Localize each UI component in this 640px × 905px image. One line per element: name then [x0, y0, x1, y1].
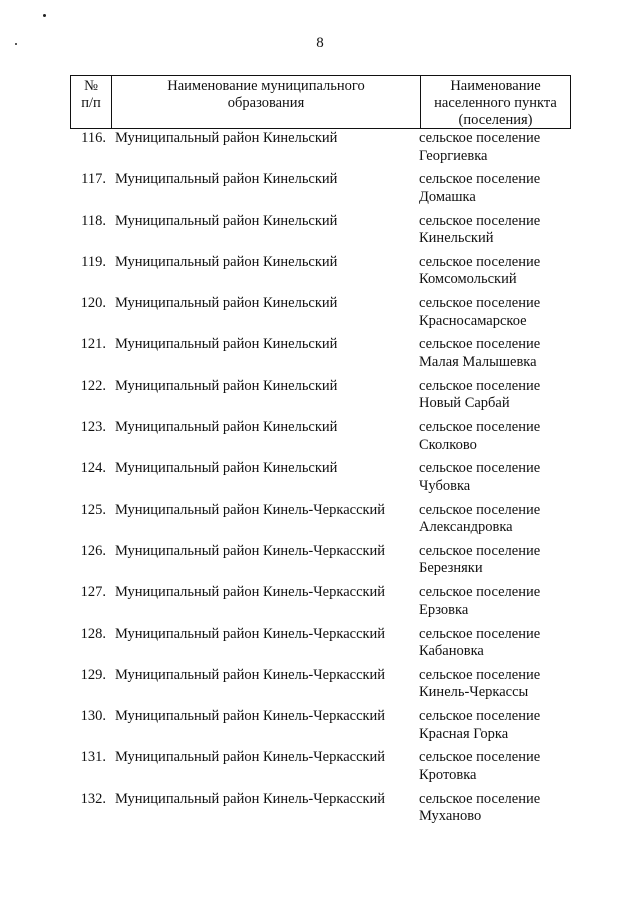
row-settlement-name: Кинельский: [419, 230, 494, 247]
row-municipality: Муниципальный район Кинельский: [115, 253, 338, 270]
row-number: 126.: [80, 542, 106, 559]
row-settlement-type: сельское поселение: [419, 253, 541, 270]
row-municipality: Муниципальный район Кинель-Черкасский: [115, 501, 386, 518]
row-number: 119.: [81, 253, 106, 270]
row-municipality: Муниципальный район Кинельский: [115, 295, 338, 312]
row-settlement-name: Комсомольский: [419, 271, 517, 288]
table-row: [0, 460, 640, 501]
row-municipality: Муниципальный район Кинельский: [115, 130, 338, 146]
table-row: [0, 130, 640, 171]
table-row: [0, 254, 640, 295]
row-municipality: Муниципальный район Кинельский: [115, 419, 338, 436]
row-settlement: [419, 667, 579, 702]
row-municipality: Муниципальный район Кинельский: [115, 377, 338, 394]
row-settlement-name: Сколково: [419, 436, 477, 453]
row-settlement-type: сельское поселение: [419, 749, 541, 766]
row-settlement-type: сельское поселение: [419, 584, 541, 601]
row-settlement-type: сельское поселение: [419, 708, 541, 725]
row-number: 118.: [81, 212, 106, 229]
table-row: [0, 295, 640, 336]
row-settlement-name: Кинель-Черкассы: [419, 684, 529, 701]
row-settlement: [419, 419, 579, 454]
row-number: 120.: [80, 295, 106, 312]
row-settlement-type: сельское поселение: [419, 542, 541, 559]
row-settlement-name: Георгиевка: [419, 147, 488, 164]
row-settlement-type: сельское поселение: [419, 790, 541, 807]
row-number: 117.: [81, 171, 106, 188]
row-settlement: [419, 336, 579, 371]
row-settlement-name: Красная Горка: [419, 725, 509, 742]
row-settlement-type: сельское поселение: [419, 212, 541, 229]
row-settlement-name: Кабановка: [419, 643, 484, 660]
row-settlement-type: сельское поселение: [419, 419, 541, 436]
row-settlement-type: сельское поселение: [419, 625, 541, 642]
scan-speck: [43, 14, 46, 17]
row-settlement-type: сельское поселение: [419, 460, 541, 477]
header-number-column: [71, 76, 112, 128]
row-number: 116.: [81, 130, 106, 146]
row-settlement: [419, 213, 579, 248]
row-settlement-type: сельское поселение: [419, 336, 541, 353]
row-municipality: Муниципальный район Кинель-Черкасский: [115, 584, 386, 601]
row-number: 130.: [80, 708, 106, 725]
table-row: [0, 749, 640, 790]
row-settlement-type: сельское поселение: [419, 501, 541, 518]
row-municipality: Муниципальный район Кинель-Черкасский: [115, 666, 386, 683]
header-municipality-label: Наименование муниципального образования: [167, 78, 365, 111]
row-municipality: Муниципальный район Кинель-Черкасский: [115, 625, 386, 642]
row-settlement: [419, 378, 579, 413]
row-settlement-type: сельское поселение: [419, 295, 541, 312]
row-number: 132.: [80, 790, 106, 807]
header-settlement-column: [421, 76, 570, 128]
row-settlement-name: Домашка: [419, 188, 476, 205]
row-settlement: [419, 791, 579, 826]
table-row: [0, 708, 640, 749]
row-number: 123.: [80, 419, 106, 436]
header-number-label: № п/п: [81, 78, 101, 111]
table-row: [0, 378, 640, 419]
table-row: [0, 336, 640, 377]
row-municipality: Муниципальный район Кинельский: [115, 336, 338, 353]
table-row: [0, 419, 640, 460]
table-body: [0, 130, 640, 832]
table-row: [0, 791, 640, 832]
row-settlement-name: Березняки: [419, 560, 483, 577]
row-number: 129.: [80, 666, 106, 683]
table-row: [0, 667, 640, 708]
row-settlement-type: сельское поселение: [419, 171, 541, 188]
table-row: [0, 213, 640, 254]
row-settlement-name: Кротовка: [419, 766, 477, 783]
row-settlement: [419, 502, 579, 537]
row-settlement: [419, 171, 579, 206]
row-settlement: [419, 543, 579, 578]
row-number: 124.: [80, 460, 106, 477]
row-settlement: [419, 584, 579, 619]
row-number: 131.: [80, 749, 106, 766]
row-municipality: Муниципальный район Кинель-Черкасский: [115, 708, 386, 725]
table-row: [0, 543, 640, 584]
row-settlement-name: Александровка: [419, 519, 513, 536]
row-settlement: [419, 130, 579, 165]
row-settlement: [419, 254, 579, 289]
row-municipality: Муниципальный район Кинельский: [115, 460, 338, 477]
row-settlement: [419, 749, 579, 784]
header-settlement-label: Наименование населенного пункта (поселения): [434, 78, 557, 128]
header-municipality-column: [112, 76, 421, 128]
row-settlement-type: сельское поселение: [419, 666, 541, 683]
row-municipality: Муниципальный район Кинель-Черкасский: [115, 749, 386, 766]
table-row: [0, 502, 640, 543]
page-number: 8: [316, 35, 324, 51]
table-row: [0, 626, 640, 667]
row-settlement: [419, 626, 579, 661]
row-municipality: Муниципальный район Кинельский: [115, 171, 338, 188]
row-settlement-name: Красносамарское: [419, 312, 527, 329]
row-settlement-name: Муханово: [419, 808, 482, 825]
row-settlement: [419, 708, 579, 743]
row-municipality: Муниципальный район Кинель-Черкасский: [115, 790, 386, 807]
table-row: [0, 171, 640, 212]
row-settlement-name: Ерзовка: [419, 601, 469, 618]
row-number: 122.: [80, 377, 106, 394]
row-settlement: [419, 295, 579, 330]
row-settlement-name: Новый Сарбай: [419, 395, 510, 412]
row-settlement-type: сельское поселение: [419, 130, 541, 146]
row-municipality: Муниципальный район Кинель-Черкасский: [115, 542, 386, 559]
row-municipality: Муниципальный район Кинельский: [115, 212, 338, 229]
row-settlement: [419, 460, 579, 495]
row-number: 125.: [80, 501, 106, 518]
table-header: [70, 75, 571, 129]
row-number: 121.: [80, 336, 106, 353]
row-number: 127.: [80, 584, 106, 601]
table-row: [0, 584, 640, 625]
row-settlement-name: Чубовка: [419, 477, 471, 494]
row-settlement-type: сельское поселение: [419, 377, 541, 394]
row-settlement-name: Малая Малышевка: [419, 353, 537, 370]
row-number: 128.: [80, 625, 106, 642]
